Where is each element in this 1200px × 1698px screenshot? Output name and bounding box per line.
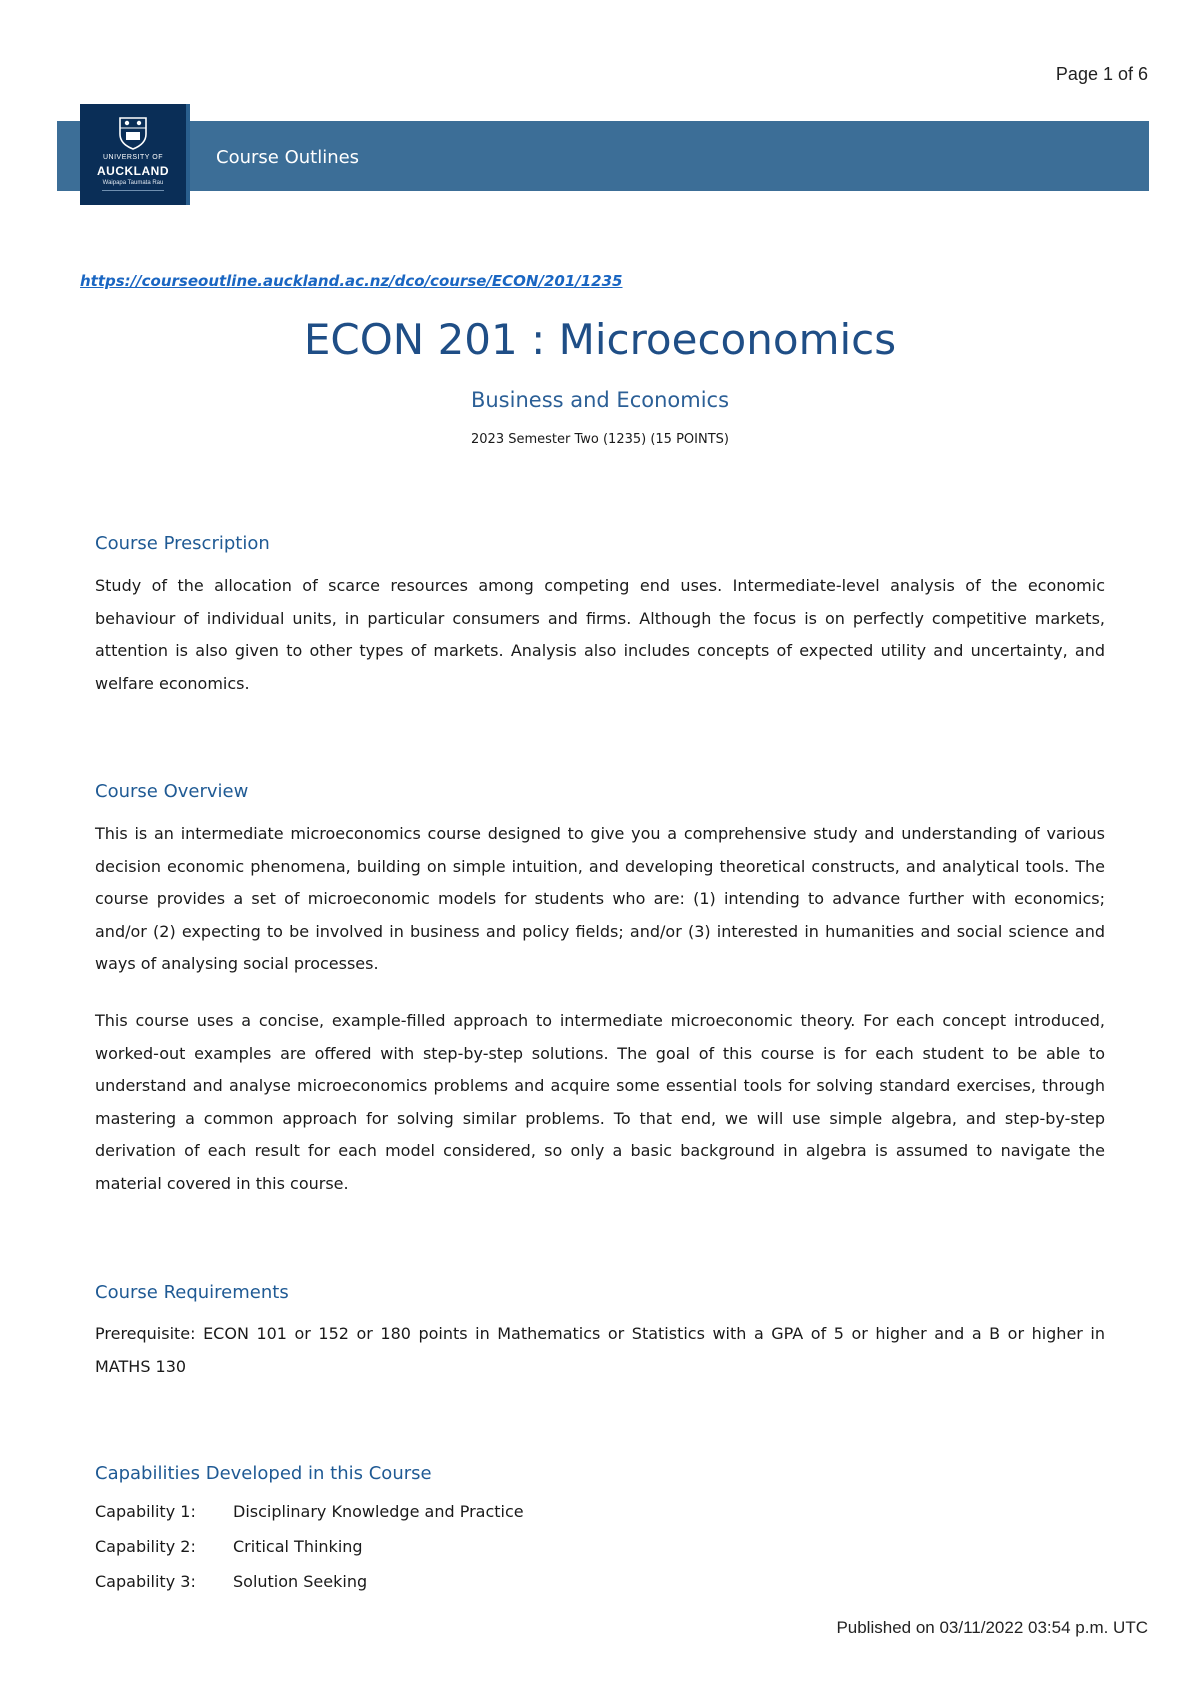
published-date: Published on 03/11/2022 03:54 p.m. UTC xyxy=(836,1618,1148,1637)
course-title: ECON 201 : Microeconomics xyxy=(303,315,897,364)
university-logo[interactable] xyxy=(80,104,190,205)
overview-heading: Course Overview xyxy=(95,781,249,802)
capability-value: Disciplinary Knowledge and Practice xyxy=(233,1502,524,1521)
overview-paragraph-2: This course uses a concise, example-filled approach to intermediate microeconomic theory. For each concept introduced, worked-out examples are offered with step-by-step solutions. The goal of this course is for each student to be able to understand and analyse microeconomics problems and acquire some essential tools for solving standard exercises, through mastering a common approach for solving similar problems. To that end, we will use simple algebra, and step-by-step derivation of each result for each model considered, so only a basic background in algebra is assumed to navigate the material covered in this course. xyxy=(95,1011,1105,1193)
term-info: 2023 Semester Two (1235) (15 POINTS) xyxy=(471,432,729,447)
capability-value: Critical Thinking xyxy=(233,1537,363,1556)
logo-text-line2: AUCKLAND xyxy=(97,164,169,178)
capability-label: Capability 2: xyxy=(95,1537,196,1556)
prescription-heading: Course Prescription xyxy=(95,533,270,554)
crest-icon xyxy=(118,116,148,150)
capability-label: Capability 3: xyxy=(95,1572,196,1591)
logo-text-line1: UNIVERSITY OF xyxy=(102,154,164,161)
faculty-name: Business and Economics xyxy=(470,388,730,412)
prescription-text: Study of the allocation of scarce resources among competing end uses. Intermediate-level analysis of the economic behaviour of individual units, in particular consumers and firms. Although the focus is on perfectly competitive markets, attention is also given to other types of markets. Analysis also includes concepts of expected utility and uncertainty, and welfare economics. xyxy=(95,576,1105,693)
page-number: Page 1 of 6 xyxy=(1055,64,1148,84)
header-title: Course Outlines xyxy=(216,147,360,168)
logo-text-line3: Waipapa Taumata Rau xyxy=(102,180,164,186)
course-url-link[interactable]: https://courseoutline.auckland.ac.nz/dco/course/ECON/201/1235 xyxy=(80,272,623,290)
logo-divider xyxy=(102,190,164,191)
requirements-text: Prerequisite: ECON 101 or 152 or 180 points in Mathematics or Statistics with a GPA of 5 or higher and a B or higher in MATHS 130 xyxy=(95,1324,1105,1376)
requirements-heading: Course Requirements xyxy=(95,1282,289,1303)
capability-label: Capability 1: xyxy=(95,1502,196,1521)
capability-value: Solution Seeking xyxy=(233,1572,368,1591)
overview-paragraph-1: This is an intermediate microeconomics course designed to give you a comprehensive study and understanding of various decision economic phenomena, building on simple intuition, and developing theoretical constructs, and analytical tools. The course provides a set of microeconomic models for students who are: (1) intending to advance further with economics; and/or (2) expecting to be involved in business and policy fields; and/or (3) interested in humanities and social science and ways of analysing social processes. xyxy=(95,824,1105,973)
capabilities-heading: Capabilities Developed in this Course xyxy=(95,1463,432,1484)
